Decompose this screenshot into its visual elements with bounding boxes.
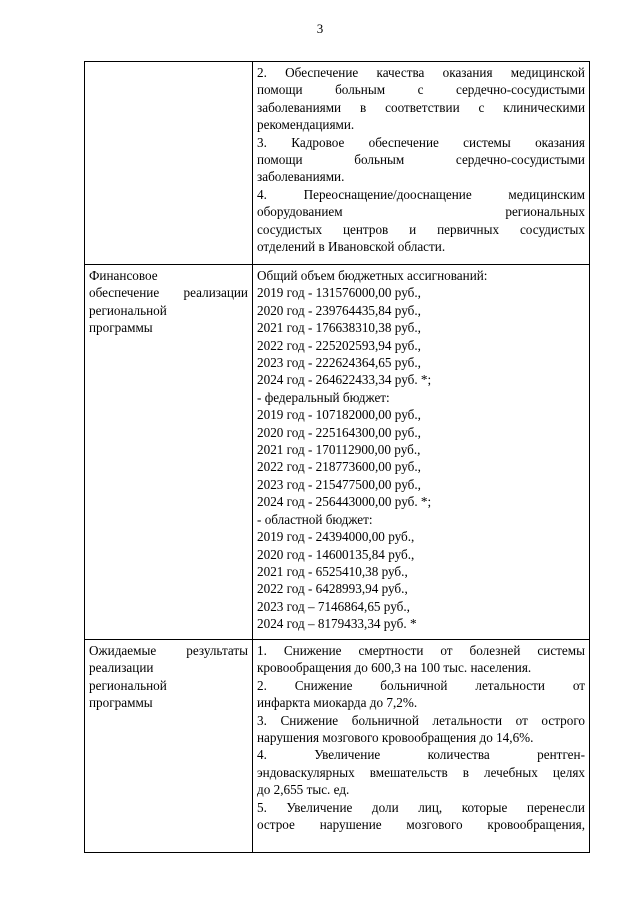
row-content-line: острое нарушение мозгового кровообращения,	[257, 817, 585, 833]
row-content-line: 2020 год - 225164300,00 руб.,	[257, 424, 421, 440]
table-row	[85, 62, 590, 265]
row-content-line: 2. Обеспечение качества оказания медицинской	[257, 65, 585, 80]
row-content-line: 2024 год - 264622433,34 руб. *;	[257, 372, 432, 388]
row-label-cell	[85, 62, 253, 265]
row-content-line: 2. Снижение больничной летальности от	[257, 677, 585, 693]
row-content-line: 3. Кадровое обеспечение системы оказания	[257, 134, 585, 150]
row-content-line: 2019 год - 131576000,00 руб.,	[257, 285, 421, 301]
row-content-line: 4. Увеличение количества рентген-	[257, 747, 585, 763]
row-label-cell	[85, 640, 253, 853]
row-content-line: заболеваниями в соответствии с клиническими	[257, 99, 585, 115]
row-content-cell	[253, 62, 590, 265]
row-content-line: отделений в Ивановской области.	[257, 239, 446, 255]
row-content-line: Общий объем бюджетных ассигнований:	[257, 268, 488, 283]
row-content-line: 2024 год – 8179433,34 руб. *	[257, 616, 417, 632]
row-content-line: 2022 год - 218773600,00 руб.,	[257, 459, 421, 475]
row-label-line: региональной	[89, 677, 167, 693]
row-label-line: Финансовое	[89, 268, 158, 283]
passport-table	[84, 61, 590, 853]
row-label-line: Ожидаемые результаты	[89, 643, 248, 658]
row-content-line: 5. Увеличение доли лиц, которые перенесли	[257, 799, 585, 815]
row-content-line: 2023 год - 222624364,65 руб.,	[257, 355, 421, 371]
row-label-cell	[85, 265, 253, 640]
row-content-line: инфаркта миокарда до 7,2%.	[257, 695, 418, 711]
table-row	[85, 640, 590, 853]
row-content-line: 2023 год – 7146864,65 руб.,	[257, 598, 410, 614]
row-label-line: обеспечение реализации	[89, 285, 248, 301]
row-content-line: 3. Снижение больничной летальности от острого	[257, 712, 585, 728]
row-label-line: программы	[89, 695, 153, 711]
row-content-line: 2022 год - 225202593,94 руб.,	[257, 337, 421, 353]
row-content-line: 1. Снижение смертности от болезней системы	[257, 643, 585, 658]
row-content-line: 2023 год - 215477500,00 руб.,	[257, 476, 421, 492]
row-content-line: 2021 год - 176638310,38 руб.,	[257, 320, 421, 336]
row-content-line: эндоваскулярных вмешательств в лечебных целях	[257, 764, 585, 780]
row-label-line: программы	[89, 320, 153, 336]
row-content-line: 2019 год - 107182000,00 руб.,	[257, 407, 421, 423]
page-number: 3	[316, 21, 324, 36]
row-content-line: рекомендациями.	[257, 117, 355, 133]
row-content-line: 4. Переоснащение/дооснащение медицинским	[257, 186, 585, 202]
row-content-line: 2024 год - 256443000,00 руб. *;	[257, 494, 432, 510]
table-row	[85, 265, 590, 640]
row-content-line: помощи больным с сердечно-сосудистыми	[257, 82, 585, 98]
row-label-line: региональной	[89, 302, 167, 318]
row-content-line: оборудованием региональных	[257, 204, 585, 220]
row-content-line: нарушения мозгового кровообращения до 14,6%.	[257, 730, 534, 746]
row-content-line: кровообращения до 600,3 на 100 тыс. населения.	[257, 660, 532, 676]
row-content-line: 2020 год - 14600135,84 руб.,	[257, 546, 415, 562]
row-content-cell	[253, 265, 590, 640]
row-content-line: помощи больным сердечно-сосудистыми	[257, 152, 585, 168]
row-content-line: 2021 год - 6525410,38 руб.,	[257, 563, 408, 579]
row-content-line: 2019 год - 24394000,00 руб.,	[257, 529, 415, 545]
row-content-line: 2021 год - 170112900,00 руб.,	[257, 442, 421, 458]
row-content-line: 2020 год - 239764435,84 руб.,	[257, 302, 421, 318]
row-content-line: заболеваниями.	[257, 169, 345, 185]
row-content-line: до 2,655 тыс. ед.	[257, 782, 350, 798]
row-content-line: сосудистых центров и первичных сосудистых	[257, 221, 585, 237]
row-content-line: - федеральный бюджет:	[257, 389, 390, 405]
row-label-line: реализации	[89, 660, 154, 676]
row-content-line: - областной бюджет:	[257, 511, 373, 527]
row-content-cell	[253, 640, 590, 853]
row-content-line: 2022 год - 6428993,94 руб.,	[257, 581, 408, 597]
